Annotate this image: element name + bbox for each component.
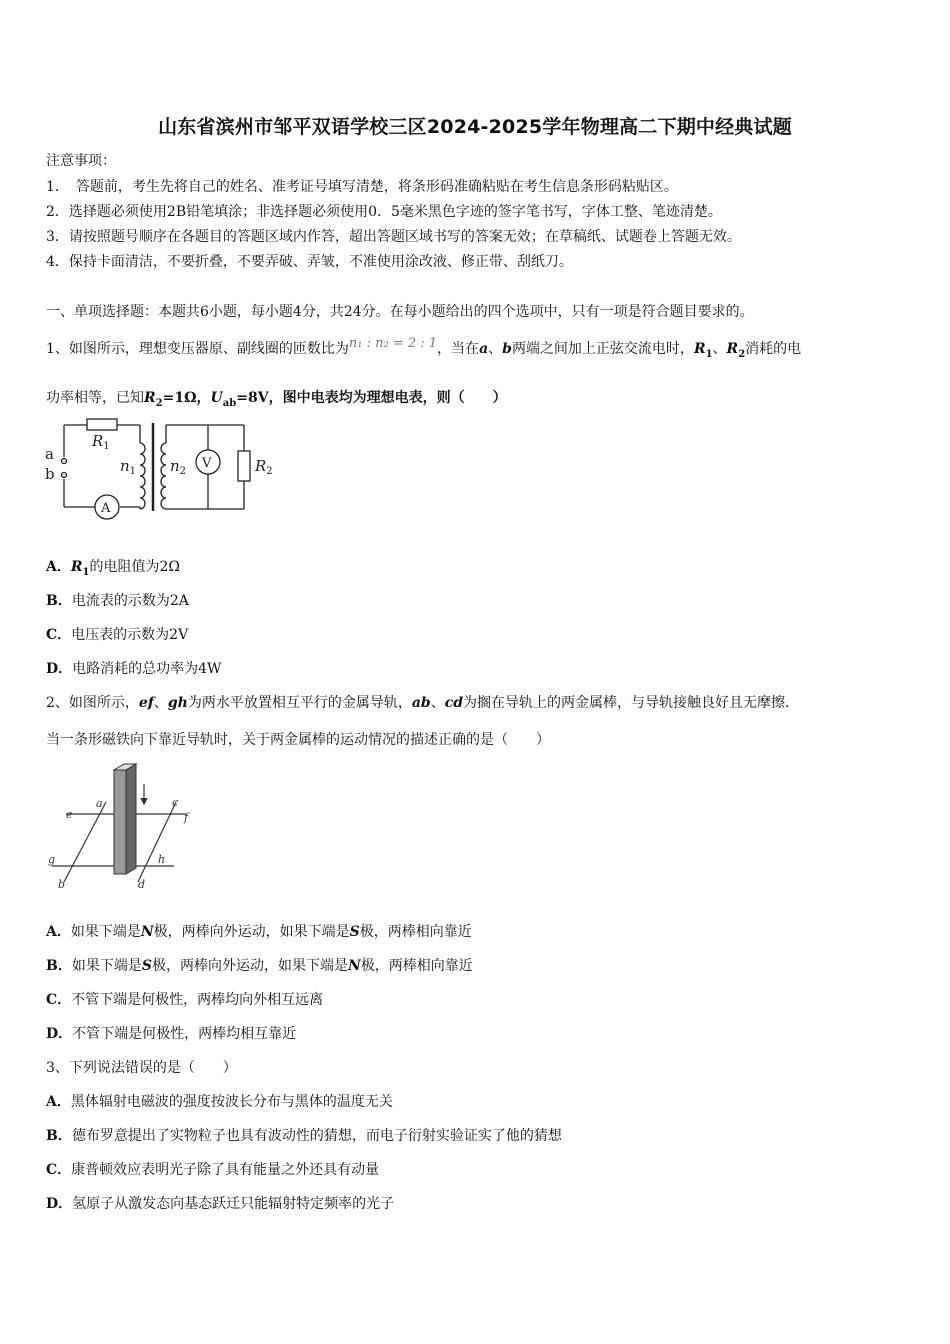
label-c: c [172, 796, 179, 809]
notice-heading: 注意事项： [46, 153, 116, 169]
q2-stem-line2: 当一条形磁铁向下靠近导轨时，关于两金属棒的运动情况的描述正确的是（ ） [46, 732, 550, 748]
q1-stem-line1: 1、如图所示，理想变压器原、副线圈的匝数比为n₁ : n₂ = 2 : 1，当在a、b两端之间加上正弦交流电时，$R_1$、$R_2$消耗的电 [46, 336, 802, 360]
turns-ratio: n₁ : n₂ = 2 : 1 [348, 336, 438, 351]
notice-item-1: 1． 答题前，考生先将自己的姓名、准考证号填写清楚，将条形码准确粘贴在考生信息条形码粘贴区。 [46, 179, 678, 195]
q1-stem-line2: 功率相等，已知$R_2=1\Omega$，$U_{ab}=8V$，图中电表均为理想电表，则（ ） [46, 390, 507, 409]
q1-option-b: B．电流表的示数为2A [46, 593, 189, 609]
primary-coil [140, 443, 145, 509]
label-b: b [58, 878, 66, 891]
secondary-coil [161, 443, 166, 509]
resistor-r2 [238, 451, 250, 481]
q1-option-a: A．$R_1$的电阻值为2Ω [46, 559, 180, 578]
label-h: h [158, 853, 166, 866]
label-e: e [66, 808, 73, 821]
notice-item-4: 4．保持卡面清洁，不要折叠，不要弄破、弄皱，不准使用涂改液、修正带、刮纸刀。 [46, 254, 573, 270]
resistor-r1 [87, 419, 117, 430]
terminal-a-label: a [45, 445, 54, 463]
q2-option-c: C．不管下端是何极性，两棒均向外相互远离 [46, 992, 324, 1008]
label-d: d [138, 878, 146, 891]
transformer-circuit-diagram [42, 415, 282, 525]
r2-label: $R_2$ [255, 457, 273, 477]
q2-option-d: D．不管下端是何极性，两棒均相互靠近 [46, 1026, 297, 1042]
q3-option-b: B．德布罗意提出了实物粒子也具有波动性的猜想，而电子衍射实验证实了他的猜想 [46, 1128, 562, 1144]
page-title: 山东省滨州市邹平双语学校三区2024-2025学年物理高二下期中经典试题 [158, 116, 792, 138]
q1-option-d: D．电路消耗的总功率为4W [46, 661, 222, 677]
voltmeter-label: V [202, 456, 212, 471]
bar-magnet [114, 764, 136, 874]
q2-stem-line1: 2、如图所示，ef、gh为两水平放置相互平行的金属导轨，ab、cd为搁在导轨上的两金属棒，与导轨接触良好且无摩擦. [46, 695, 790, 711]
label-f: f [184, 811, 189, 824]
terminal-b-label: b [45, 465, 55, 483]
q3-stem: 3、下列说法错误的是（ ） [46, 1060, 237, 1076]
q3-option-c: C．康普顿效应表明光子除了具有能量之外还具有动量 [46, 1162, 380, 1178]
q2-option-a: A．如果下端是N极，两棒向外运动，如果下端是S极，两棒相向靠近 [46, 924, 472, 940]
notice-item-2: 2．选择题必须使用2B铅笔填涂；非选择题必须使用0．5毫米黑色字迹的签字笔书写，字体工整、笔迹清楚。 [46, 204, 722, 220]
label-a: a [96, 797, 103, 810]
r1-label: $R_1$ [92, 432, 110, 452]
q3-option-d: D．氢原子从激发态向基态跃迁只能辐射特定频率的光子 [46, 1196, 395, 1212]
q1-option-c: C．电压表的示数为2V [46, 627, 189, 643]
q3-option-a: A．黑体辐射电磁波的强度按波长分布与黑体的温度无关 [46, 1094, 393, 1110]
n2-label: $n_2$ [170, 457, 187, 477]
n1-label: $n_1$ [120, 457, 137, 477]
ammeter-label: A [101, 501, 111, 516]
q2-option-b: B．如果下端是S极，两棒向外运动，如果下端是N极，两棒相向靠近 [46, 958, 473, 974]
label-g: g [48, 853, 56, 866]
section-heading: 一、单项选择题：本题共6小题，每小题4分，共24分。在每小题给出的四个选项中，只有一项是符合题目要求的。 [46, 304, 754, 320]
notice-item-3: 3．请按照题号顺序在各题目的答题区域内作答，超出答题区域书写的答案无效；在草稿纸、试题卷上答题无效。 [46, 229, 741, 245]
magnet-rails-diagram [44, 762, 204, 892]
